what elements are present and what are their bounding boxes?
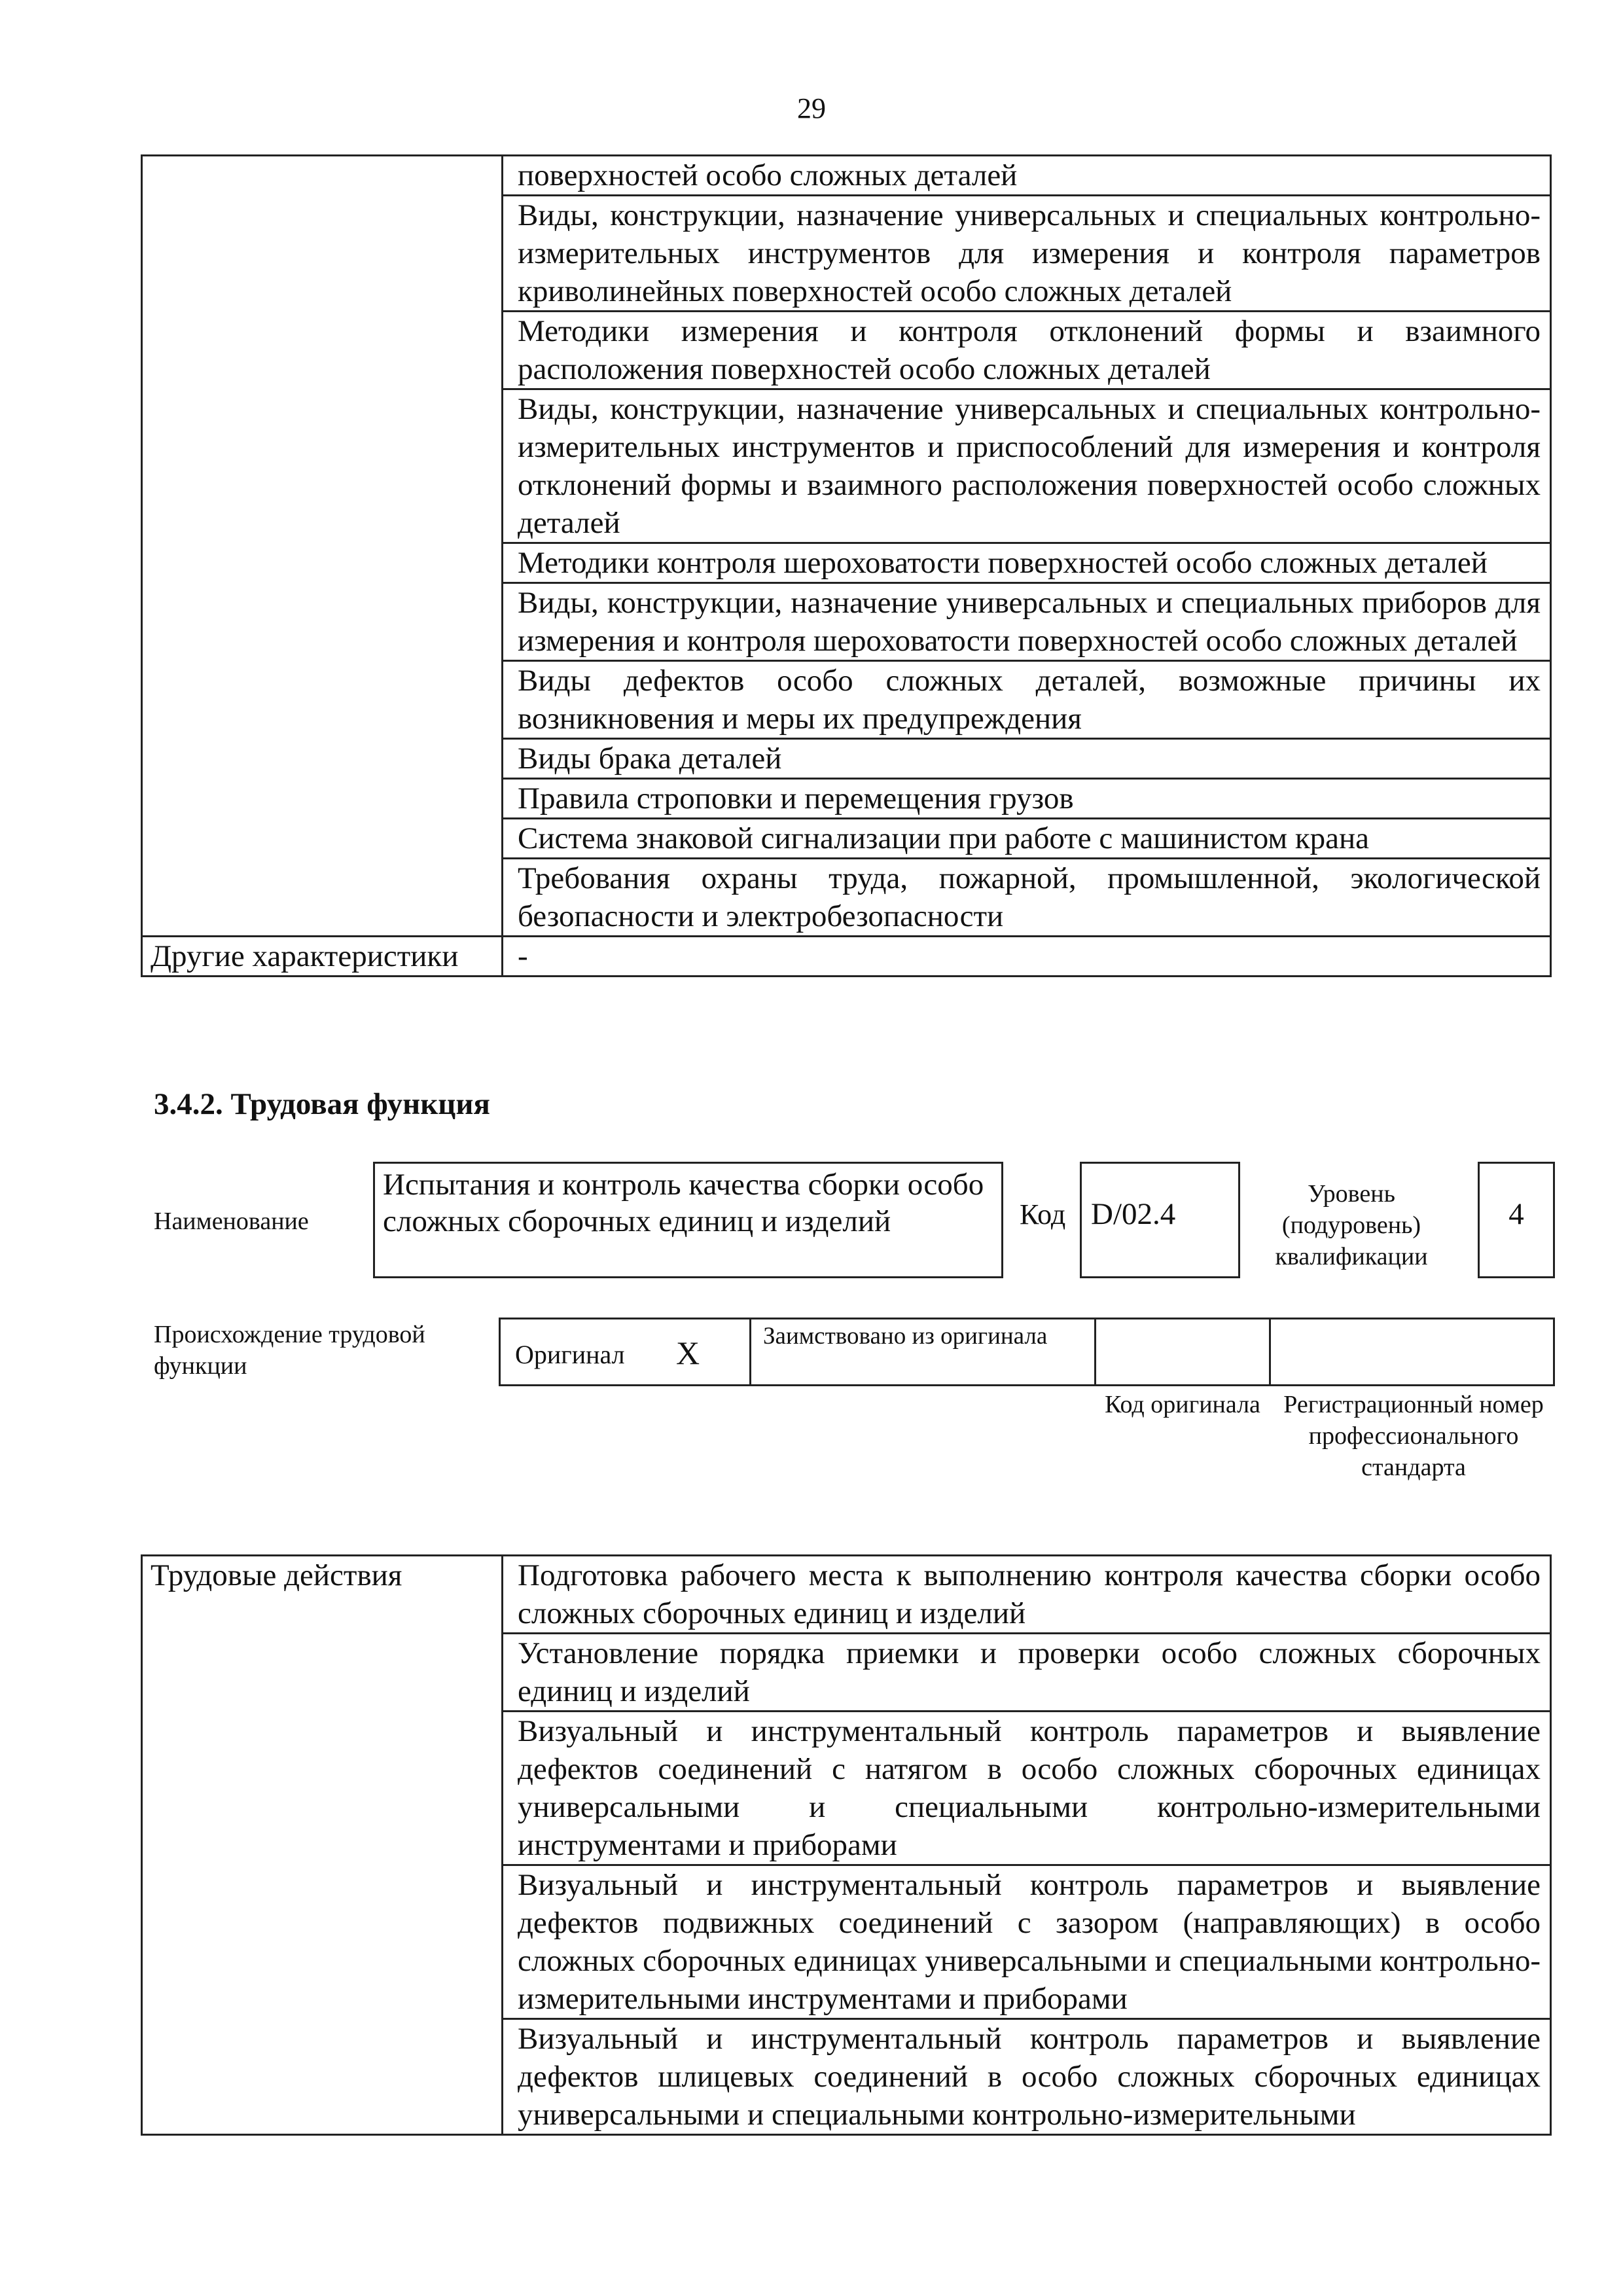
other-characteristics-value: -: [518, 939, 528, 973]
table-row: [142, 937, 1551, 977]
labor-action-item: [503, 1712, 1551, 1865]
function-name: Испытания и контроль качества сборки особо сложных сборочных единиц и изделий: [383, 1168, 984, 1238]
level-value: 4: [1508, 1197, 1524, 1231]
labor-actions-table: [141, 1554, 1552, 2136]
knowledge-item: [503, 819, 1551, 859]
knowledge-item: [503, 859, 1551, 937]
knowledge-text: Виды, конструкции, назначение универсальных и специальных приборов для измерения и контроля шероховатости поверхностей особо сложных деталей: [518, 586, 1541, 658]
code-value: D/02.4: [1091, 1197, 1176, 1231]
knowledge-item: [503, 661, 1551, 739]
borrowed-label: Заимствовано из оригинала: [763, 1323, 1048, 1350]
borrowed-box: [749, 1318, 1096, 1386]
knowledge-text: Методики контроля шероховатости поверхностей особо сложных деталей: [518, 546, 1488, 580]
labor-action-item: [503, 1556, 1551, 1634]
registration-number-caption: Регистрационный номер профессионального стандарта: [1283, 1391, 1544, 1481]
labor-actions-label: Трудовые действия: [151, 1558, 402, 1592]
labor-action-text: Установление порядка приемки и проверки особо сложных сборочных единиц и изделий: [518, 1636, 1541, 1708]
knowledge-text: Методики измерения и контроля отклонений формы и взаимного расположения поверхностей особо сложных деталей: [518, 314, 1541, 386]
origin-label: Происхождение трудовой функции: [154, 1321, 425, 1380]
knowledge-text: Требования охраны труда, пожарной, промышленной, экологической безопасности и электробезопасности: [518, 861, 1541, 933]
labor-action-item: [503, 2019, 1551, 2135]
level-box: [1478, 1162, 1555, 1278]
other-characteristics-value-cell: [503, 937, 1551, 977]
name-box: [373, 1162, 1003, 1278]
labor-action-text: Визуальный и инструментальный контроль параметров и выявление дефектов подвижных соединений с зазором (направляющих) в особо сложных сборочных единицах универсальными и специальными контрольно-измерительными инструментами и приборами: [518, 1868, 1541, 2016]
original-label: Оригинал: [515, 1340, 625, 1369]
knowledge-text: Виды брака деталей: [518, 742, 782, 776]
level-label: Уровень (подуровень) квалификации: [1275, 1180, 1428, 1270]
knowledge-text: поверхностей особо сложных деталей: [518, 158, 1018, 192]
labor-action-text: Визуальный и инструментальный контроль параметров и выявление дефектов соединений с натягом в особо сложных сборочных единицах универсальными и специальными контрольно-измерительными инструментами и приборами: [518, 1714, 1541, 1862]
knowledge-item: [503, 543, 1551, 583]
code-box: [1080, 1162, 1240, 1278]
labor-action-item: [503, 1634, 1551, 1712]
other-characteristics-label-cell: [142, 937, 503, 977]
original-code-box: [1094, 1318, 1271, 1386]
knowledge-text: Система знаковой сигнализации при работе с машинистом крана: [518, 821, 1370, 855]
knowledge-text: Виды, конструкции, назначение универсальных и специальных контрольно-измерительных инструментов для измерения и контроля параметров криволинейных поверхностей особо сложных деталей: [518, 198, 1541, 308]
knowledge-text: Виды дефектов особо сложных деталей, возможные причины их возникновения и меры их предупреждения: [518, 664, 1541, 736]
knowledge-item: [503, 312, 1551, 389]
knowledge-item: [503, 389, 1551, 543]
empty-label-cell: [142, 156, 503, 937]
code-label: Код: [1020, 1198, 1066, 1230]
original-mark: X: [676, 1335, 700, 1371]
knowledge-item: [503, 739, 1551, 779]
section-heading: 3.4.2. Трудовая функция: [154, 1087, 490, 1121]
labor-action-item: [503, 1865, 1551, 2019]
knowledge-item: [503, 779, 1551, 819]
labor-action-text: Подготовка рабочего места к выполнению контроля качества сборки особо сложных сборочных единиц и изделий: [518, 1558, 1541, 1630]
other-characteristics-label: Другие характеристики: [151, 939, 459, 973]
knowledge-item: [503, 583, 1551, 661]
knowledge-item: [503, 156, 1551, 196]
labor-actions-label-cell: [142, 1556, 503, 2135]
name-label: Наименование: [154, 1208, 309, 1235]
registration-number-box: [1269, 1318, 1555, 1386]
knowledge-text: Виды, конструкции, назначение универсальных и специальных контрольно-измерительных инструментов и приспособлений для измерения и контроля отклонений формы и взаимного расположения поверхностей особо сложных деталей: [518, 392, 1541, 540]
original-box: [499, 1318, 751, 1386]
knowledge-table: [141, 154, 1552, 977]
table-row: [142, 1556, 1551, 1634]
page-number: 29: [797, 92, 826, 124]
knowledge-item: [503, 196, 1551, 312]
knowledge-text: Правила строповки и перемещения грузов: [518, 781, 1074, 816]
table-row: [142, 156, 1551, 196]
original-code-caption: Код оригинала: [1105, 1391, 1260, 1418]
labor-action-text: Визуальный и инструментальный контроль параметров и выявление дефектов шлицевых соединений в особо сложных сборочных единицах универсальными и специальными контрольно-измерительными: [518, 2022, 1541, 2132]
